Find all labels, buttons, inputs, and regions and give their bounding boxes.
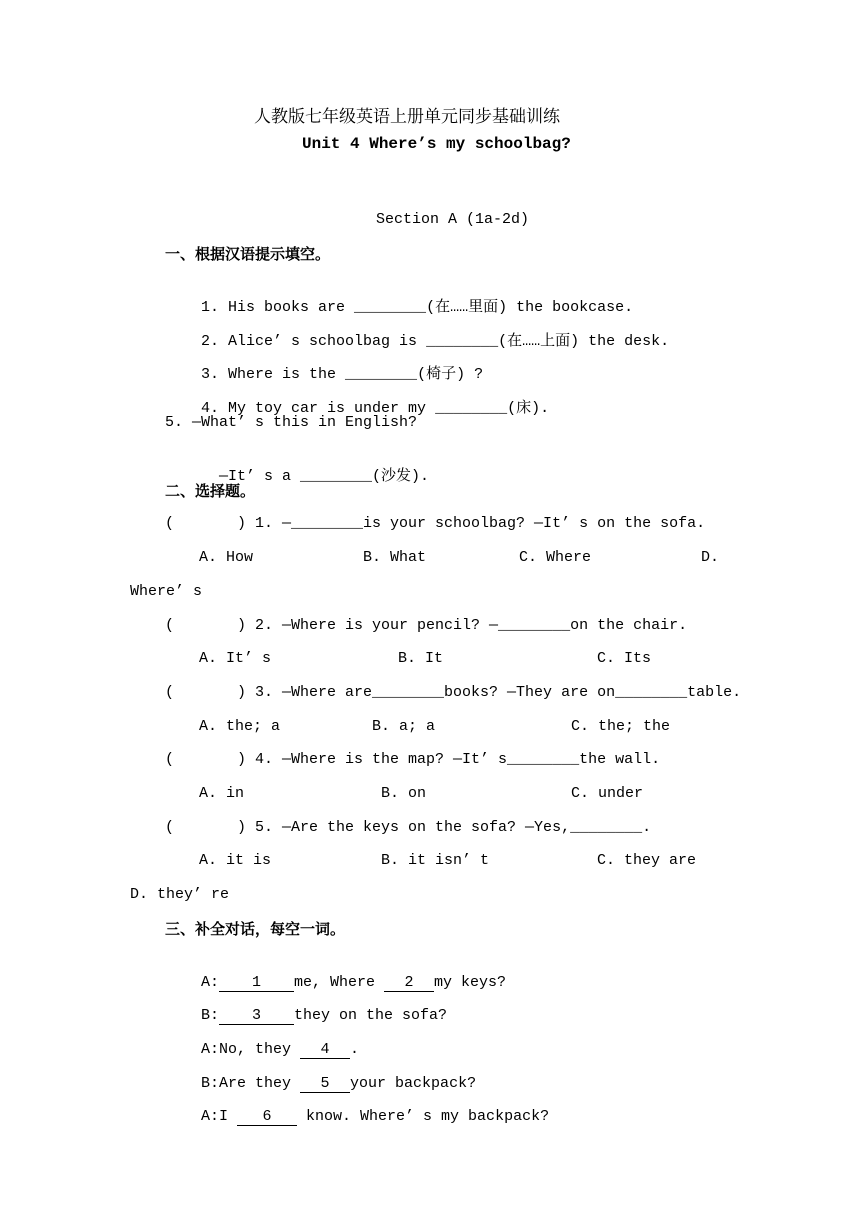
option-a[interactable]: A. in (199, 785, 245, 802)
option-a[interactable]: A. the; a (199, 718, 281, 735)
dialogue-text: know. Where’ s my backpack? (297, 1108, 550, 1125)
option-d[interactable]: D. (701, 549, 720, 566)
section-title: Section A (1a-2d) (376, 211, 530, 228)
question-text: 4. My toy car is under my (201, 400, 436, 417)
option-b[interactable]: B. a; a (372, 718, 436, 735)
mc-question-3: ( ) 3. —Where are________books? —They are on________table. (165, 684, 742, 701)
answer-blank[interactable]: ________ (345, 366, 418, 383)
option-c[interactable]: C. under (571, 785, 644, 802)
dialogue-blank[interactable]: 6 (237, 1108, 297, 1126)
part2-heading: 二、选择题。 (165, 482, 256, 500)
question-hint: (在……里面) the bookcase. (426, 299, 634, 316)
dialogue-blank[interactable]: 5 (300, 1075, 350, 1093)
question-hint: (椅子) ? (417, 366, 484, 383)
option-b[interactable]: B. it isn’ t (381, 852, 490, 869)
option-a[interactable]: A. How (199, 549, 254, 566)
part1-heading: 一、根据汉语提示填空。 (165, 245, 331, 263)
mc-question-1: ( ) 1. —________is your schoolbag? —It’ s on the sofa. (165, 515, 706, 532)
dialogue-text: A:I (201, 1108, 238, 1125)
speaker-label: B: (201, 1007, 220, 1024)
mc-question-5: ( ) 5. —Are the keys on the sofa? —Yes,________. (165, 819, 652, 836)
option-d[interactable]: D. they’ re (130, 886, 230, 903)
question-hint: (沙发). (372, 468, 430, 485)
option-b[interactable]: B. What (363, 549, 427, 566)
dialogue-text: A:No, they (201, 1041, 301, 1058)
speaker-label: A: (201, 974, 220, 991)
answer-blank[interactable]: ________ (435, 400, 508, 417)
part1-question-5: 5. —What’ s this in English? (165, 414, 418, 431)
dialogue-text: . (350, 1041, 360, 1058)
unit-title: Unit 4 Where’s my schoolbag? (302, 135, 571, 153)
dialogue-line-5 (165, 1087, 549, 1147)
document-title: 人教版七年级英语上册单元同步基础训练 (254, 107, 560, 127)
dialogue-blank[interactable]: 1 (219, 974, 294, 992)
dialogue-text: B:Are they (201, 1075, 301, 1092)
dialogue-text: your backpack? (350, 1075, 477, 1092)
part3-heading: 三、补全对话，每空一词。 (165, 920, 346, 938)
option-d-text: Where’ s (130, 583, 203, 600)
question-text: 1. His books are (201, 299, 355, 316)
option-c[interactable]: C. they are (597, 852, 697, 869)
option-a[interactable]: A. It’ s (199, 650, 272, 667)
answer-blank[interactable]: ________ (354, 299, 427, 316)
dialogue-text: me, Where (294, 974, 385, 991)
mc-question-2: ( ) 2. —Where is your pencil? —________on the chair. (165, 617, 688, 634)
mc-question-4: ( ) 4. —Where is the map? —It’ s________the wall. (165, 751, 661, 768)
dialogue-blank[interactable]: 2 (384, 974, 434, 992)
option-a[interactable]: A. it is (199, 852, 272, 869)
question-text: 3. Where is the (201, 366, 346, 383)
option-c[interactable]: C. Where (519, 549, 592, 566)
answer-blank[interactable]: ________ (426, 333, 499, 350)
option-c[interactable]: C. Its (597, 650, 652, 667)
dialogue-blank[interactable]: 3 (219, 1007, 294, 1025)
dialogue-text: they on the sofa? (294, 1007, 448, 1024)
dialogue-text: my keys? (434, 974, 507, 991)
question-hint: (在……上面) the desk. (498, 333, 670, 350)
question-hint: (床). (507, 400, 550, 417)
question-text: 2. Alice’ s schoolbag is (201, 333, 427, 350)
option-b[interactable]: B. It (398, 650, 444, 667)
dialogue-blank[interactable]: 4 (300, 1041, 350, 1059)
answer-blank[interactable]: ________ (300, 468, 373, 485)
option-b[interactable]: B. on (381, 785, 427, 802)
option-c[interactable]: C. the; the (571, 718, 671, 735)
question-text: —It’ s a (219, 468, 301, 485)
